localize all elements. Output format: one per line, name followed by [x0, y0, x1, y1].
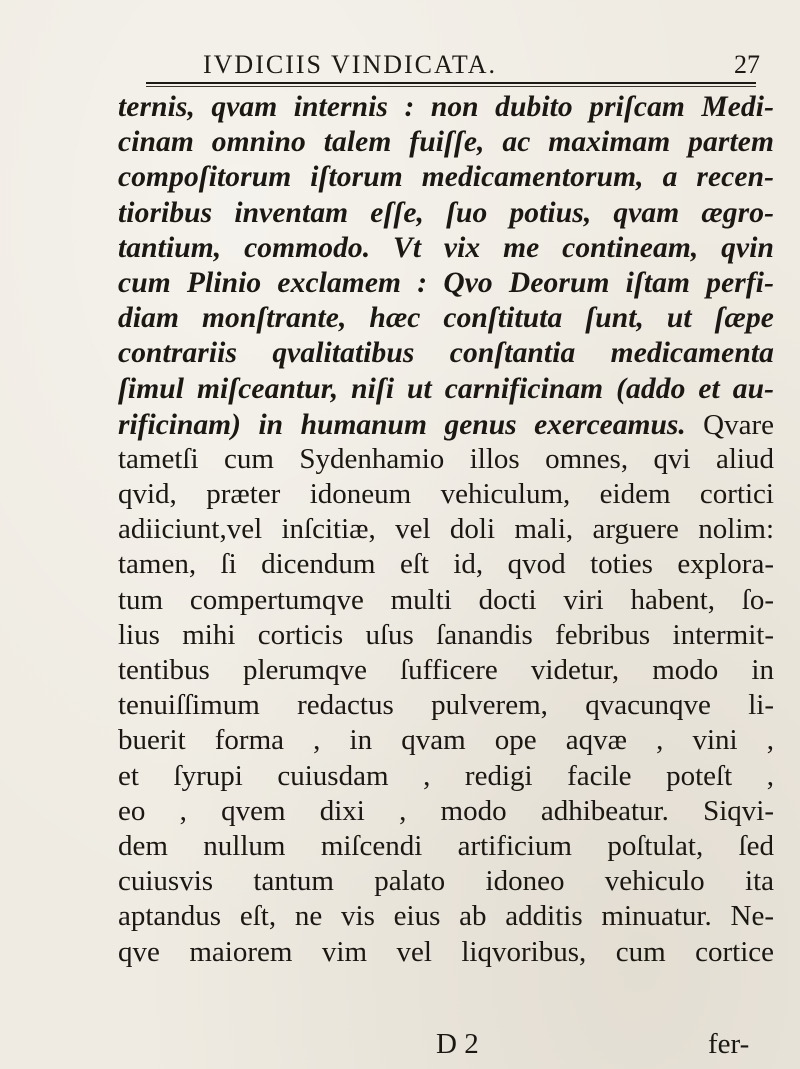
text-line: compoſitorum iſtorum medicamentorum, a recen-	[118, 161, 774, 194]
catchline	[0, 1028, 800, 1064]
header-rule	[146, 82, 756, 84]
text-line: cuiusvis tantum palato idoneo vehiculo ita	[118, 865, 774, 898]
text-line: cinam omnino talem fuiſſe, ac maximam partem	[118, 126, 774, 159]
page-number: 27	[734, 50, 760, 79]
text-line: diam monſtrante, hæc conſtituta ſunt, ut ſæpe	[118, 302, 774, 335]
text-line: tioribus inventam eſſe, ſuo potius, qvam ægro-	[118, 196, 774, 229]
text-line: dem nullum miſcendi artificium poſtulat, ſed	[118, 829, 774, 862]
text-line: tamen, ſi dicendum eſt id, qvod toties explora-	[118, 548, 774, 581]
text-line: adiiciunt,vel inſcitiæ, vel doli mali, arguere nolim:	[118, 513, 774, 546]
text-line: ſimul miſceantur, niſi ut carnificinam (addo et au-	[118, 372, 774, 405]
text-line: contrariis qvalitatibus conſtantia medicamenta	[118, 337, 774, 370]
running-title: IVDICIIS VINDICATA.	[203, 50, 497, 79]
text-line-roman-part: Qvare	[685, 408, 774, 441]
text-line: tenuiſſimum redactus pulverem, qvacunqve li-	[118, 689, 774, 722]
text-line: tametſi cum Sydenhamio illos omnes, qvi aliud	[118, 442, 774, 475]
text-line: ternis, qvam internis : non dubito priſcam Medi-	[118, 91, 774, 123]
text-line: eo , qvem dixi , modo adhibeatur. Siqvi-	[118, 794, 774, 827]
header-rule-thin	[146, 86, 756, 87]
text-line: lius mihi corticis uſus ſanandis febribus intermit-	[118, 618, 774, 651]
text-line: qvid, præter idoneum vehiculum, eidem cortici	[118, 478, 774, 511]
text-line: et ſyrupi cuiusdam , redigi facile poteſt ,	[118, 759, 774, 792]
text-line: tentibus plerumqve ſufficere videtur, modo in	[118, 654, 774, 686]
text-line: buerit forma , in qvam ope aqvæ , vini ,	[118, 724, 774, 757]
catchword: fer-	[708, 1028, 750, 1060]
text-line: qve maiorem vim vel liqvoribus, cum cortice	[118, 935, 774, 968]
text-line-italic-part: rificinam) in humanum genus exerceamus.	[118, 408, 686, 441]
body-text	[118, 90, 774, 970]
text-line: aptandus eſt, ne vis eius ab additis minuatur. Ne-	[118, 900, 774, 933]
text-line: tum compertumqve multi docti viri habent, ſo-	[118, 583, 774, 616]
text-line: tantium, commodo. Vt vix me contineam, qvin	[118, 231, 774, 264]
text-line	[118, 407, 774, 442]
running-head	[0, 50, 800, 90]
signature-mark: D 2	[436, 1028, 479, 1060]
text-line: cum Plinio exclamem : Qvo Deorum iſtam perfi-	[118, 266, 774, 299]
